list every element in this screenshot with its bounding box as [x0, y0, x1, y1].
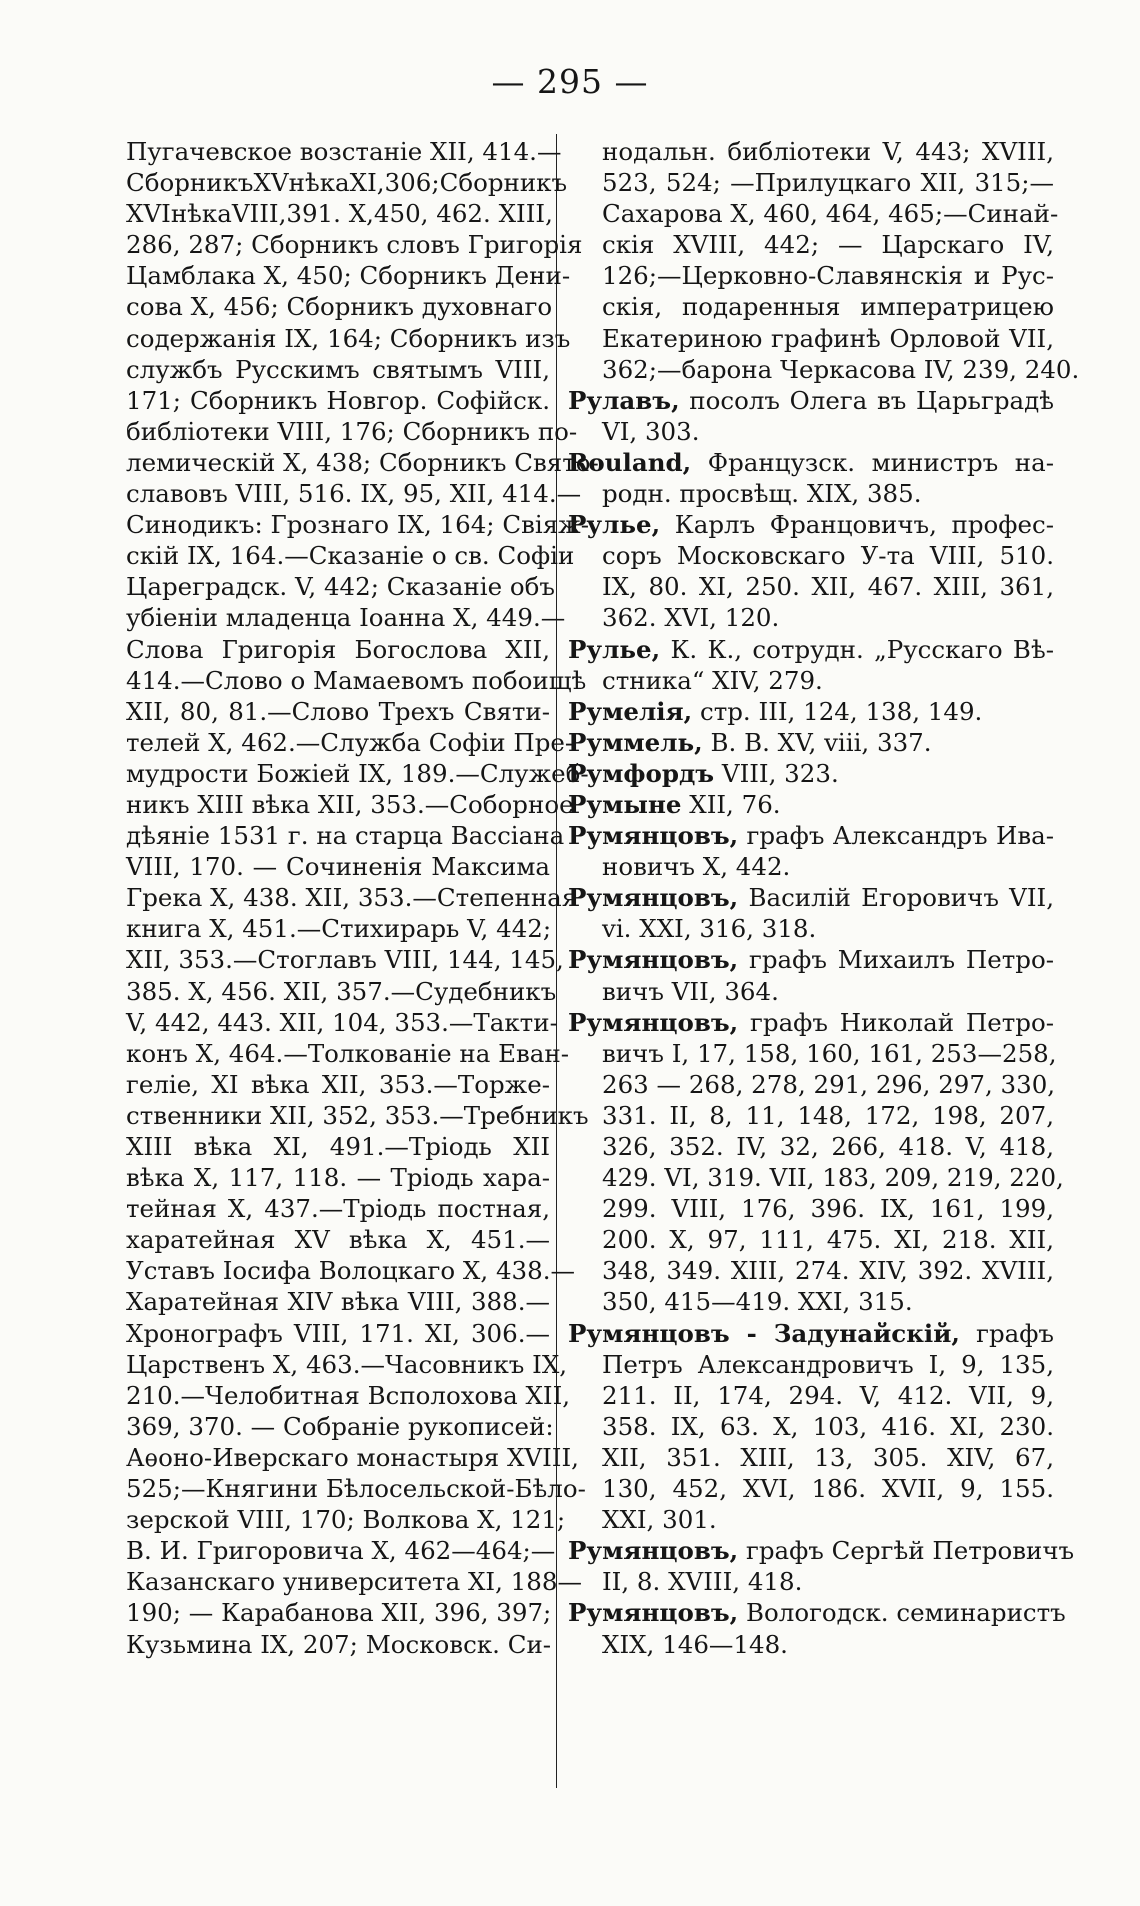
index-entry	[568, 820, 1054, 851]
text-line	[568, 1255, 1054, 1286]
text-line: дѣяніе 1531 г. на старца Вассіана	[126, 821, 565, 851]
entry-headword: Румянцовъ - Задунайскій,	[568, 1318, 960, 1348]
text-line: тейная X, 437.—Тріодь постная,	[126, 1194, 550, 1224]
text-line: В. И. Григоровича X, 462—464;—	[126, 1536, 556, 1566]
entry-headword: Рулье,	[568, 510, 661, 540]
text-line	[568, 976, 1054, 1007]
entry-text: 362. XVI, 120.	[602, 603, 780, 633]
text-line: Царственъ X, 463.—Часовникъ IX,	[126, 1349, 568, 1379]
entry-text: Карлъ Францовичъ, профес-	[660, 510, 1054, 540]
entry-text: VIII, 323.	[714, 758, 839, 788]
entry-headword: Румянцовъ,	[568, 1007, 739, 1037]
entry-text: стника“ XIV, 279.	[602, 665, 823, 695]
text-line	[568, 1411, 1054, 1442]
text-line: VIII, 170. — Сочиненія Максима	[126, 852, 550, 882]
left-column	[126, 136, 599, 1660]
entry-text: стр. III, 124, 138, 149.	[692, 696, 983, 726]
text-line: содержанія IX, 164; Сборникъ изъ	[126, 323, 571, 353]
text-line	[568, 602, 1054, 633]
text-line	[568, 323, 1054, 354]
text-line: славовъ VIII, 516. IX, 95, XII, 414.—	[126, 479, 582, 509]
text-line: вѣка X, 117, 118. — Тріодь хара-	[126, 1163, 550, 1193]
text-line: XII, 80, 81.—Слово Трехъ Святи-	[126, 696, 550, 726]
text-line: телей X, 462.—Служба Софіи Пре-	[126, 727, 574, 757]
entry-text: вичъ I, 17, 158, 160, 161, 253—258,	[602, 1038, 1057, 1068]
entry-text: 331. II, 8, 11, 148, 172, 198, 207,	[602, 1100, 1054, 1130]
index-entry	[568, 696, 1054, 727]
text-line: 369, 370. — Собраніе рукописей:	[126, 1411, 554, 1441]
text-line: библіотеки VIII, 176; Сборникъ по-	[126, 416, 578, 446]
entry-headword: Румянцовъ,	[568, 883, 739, 913]
text-line: 171; Сборникъ Новгор. Софійск.	[126, 385, 550, 415]
text-line	[568, 198, 1059, 229]
entry-headword: Румыне	[568, 789, 682, 819]
index-entry	[568, 447, 1054, 478]
entry-text: графъ Александръ Ива-	[738, 821, 1054, 851]
text-line	[568, 354, 1080, 385]
text-line: зерской VIII, 170; Волкова X, 121;	[126, 1505, 566, 1535]
text-line: XIII вѣка XI, 491.—Тріодь XII	[126, 1132, 550, 1161]
entry-headword: Руммель,	[568, 727, 703, 757]
text-line: Цареградск. V, 442; Сказаніе объ	[126, 572, 555, 602]
entry-text: XII, 76.	[681, 789, 781, 819]
entry-headword: Румфордъ	[568, 758, 715, 788]
entry-headword: Румянцовъ,	[568, 821, 739, 851]
entry-text: В. В. XV, viii, 337.	[702, 727, 932, 757]
index-entry	[568, 634, 1054, 665]
entry-text: VI, 303.	[602, 416, 700, 446]
text-line	[568, 1038, 1057, 1069]
text-line	[568, 1286, 1054, 1317]
text-line	[568, 416, 1054, 447]
index-entry	[568, 882, 1054, 913]
entry-text: графъ	[959, 1318, 1055, 1348]
text-line: Синодикъ: Грознаго IX, 164; Свіяж-	[126, 510, 589, 540]
entry-text: 429. VI, 319. VII, 183, 209, 219, 220,	[602, 1163, 1064, 1193]
entry-text: нодальн. библіотеки V, 443; XVIII,	[602, 137, 1054, 166]
text-line: XII, 353.—Стоглавъ VIII, 144, 145,	[126, 945, 564, 975]
text-line	[568, 1162, 1064, 1193]
entry-text: 299. VIII, 176, 396. IX, 161, 199,	[602, 1194, 1054, 1224]
entry-text: 211. II, 174, 294. V, 412. VII, 9,	[602, 1380, 1054, 1410]
entry-text: посолъ Олега въ Царьградѣ	[679, 385, 1054, 415]
entry-text: 200. X, 97, 111, 475. XI, 218. XII,	[602, 1225, 1054, 1255]
text-line	[568, 291, 1054, 322]
entry-headword: Румянцовъ,	[568, 945, 739, 975]
text-line: скій IX, 164.—Сказаніе о св. Софіи	[126, 541, 575, 571]
text-line	[568, 540, 1054, 571]
text-line	[568, 1131, 1054, 1162]
entry-headword: Румянцовъ,	[568, 1598, 739, 1628]
text-line: сова X, 456; Сборникъ духовнаго	[126, 292, 553, 322]
text-line: СборникъXVнѣкаXI,306;Сборникъ	[126, 168, 568, 198]
entry-text: Сахарова X, 460, 464, 465;—Синай-	[602, 199, 1059, 229]
text-line: Цамблака X, 450; Сборникъ Дени-	[126, 261, 571, 291]
text-line: 286, 287; Сборникъ словъ Григорія	[126, 230, 583, 260]
entry-text: Екатериною графинѣ Орловой VII,	[602, 323, 1054, 353]
text-line: службъ Русскимъ святымъ VIII,	[126, 354, 550, 384]
entry-headword: Румелія,	[568, 696, 693, 726]
text-line	[568, 260, 1054, 291]
text-line	[568, 1193, 1054, 1224]
text-line: 190; — Карабанова XII, 396, 397;	[126, 1598, 552, 1628]
text-line	[568, 665, 1054, 696]
text-line: 385. X, 456. XII, 357.—Судебникъ	[126, 976, 557, 1006]
entry-text: 358. IX, 63. X, 103, 416. XI, 230.	[602, 1411, 1054, 1441]
text-line: убіеніи младенца Іоанна X, 449.—	[126, 603, 566, 633]
entry-text: Василій Егоровичъ VII,	[738, 883, 1054, 913]
entry-text: 263 — 268, 278, 291, 296, 297, 330,	[602, 1069, 1056, 1099]
text-line: 414.—Слово о Мамаевомъ побоищѣ	[126, 665, 587, 695]
text-line	[568, 1629, 1054, 1660]
entry-text: IX, 80. XI, 250. XII, 467. XIII, 361,	[602, 572, 1054, 602]
text-line: 525;—Княгини Бѣлосельской-Бѣло-	[126, 1474, 586, 1504]
index-entry	[568, 385, 1054, 416]
text-line: ственники XII, 352, 353.—Требникъ	[126, 1100, 589, 1130]
text-line	[568, 478, 1054, 509]
entry-text: Французск. министръ на-	[691, 447, 1054, 477]
index-entry	[568, 1597, 1066, 1628]
entry-text: 523, 524; —Прилуцкаго XII, 315;—	[602, 168, 1054, 198]
text-line	[568, 913, 1054, 944]
page-number: — 295 —	[491, 62, 649, 101]
entry-text: графъ Михаилъ Петро-	[738, 945, 1054, 975]
entry-text: II, 8. XVIII, 418.	[602, 1567, 803, 1597]
text-line: V, 442, 443. XII, 104, 353.—Такти-	[126, 1007, 558, 1037]
entry-text: соръ Московскаго У-та VIII, 510.	[602, 541, 1054, 571]
entry-text: vi. XXI, 316, 318.	[602, 914, 817, 944]
entry-headword: Рулье,	[568, 634, 661, 664]
text-line	[568, 167, 1054, 198]
text-line	[568, 1100, 1054, 1131]
text-line	[568, 229, 1054, 260]
entry-text: 348, 349. XIII, 274. XIV, 392. XVIII,	[602, 1256, 1054, 1286]
text-line: конъ X, 464.—Толкованіе на Еван-	[126, 1038, 570, 1068]
text-line	[568, 1349, 1054, 1380]
entry-text: 130, 452, XVI, 186. XVII, 9, 155.	[602, 1474, 1054, 1504]
text-line: геліе, XI вѣка XII, 353.—Торже-	[126, 1069, 550, 1099]
text-line: Харатейная XIV вѣка VIII, 388.—	[126, 1287, 550, 1317]
text-line: Аѳоно-Иверскаго монастыря XVIII,	[126, 1442, 579, 1472]
index-entry	[568, 1535, 1075, 1566]
text-line: Слова Григорія Богослова XII,	[126, 634, 550, 664]
entry-text: 126;—Церковно-Славянскія и Рус-	[602, 261, 1054, 291]
text-line	[568, 1442, 1054, 1473]
index-entry	[568, 1318, 1054, 1349]
entry-text: вичъ VII, 364.	[602, 976, 779, 1006]
entry-text: графъ Сергѣй Петровичъ	[738, 1536, 1075, 1566]
index-entry	[568, 509, 1054, 540]
index-entry	[568, 944, 1054, 975]
text-line: Уставъ Іосифа Волоцкаго X, 438.—	[126, 1256, 575, 1286]
entry-text: родн. просвѣщ. XIX, 385.	[602, 479, 922, 509]
text-line: Кузьмина IX, 207; Московск. Си-	[126, 1629, 552, 1659]
entry-text: 362;—барона Черкасова IV, 239, 240.	[602, 354, 1080, 384]
entry-text: XII, 351. XIII, 13, 305. XIV, 67,	[602, 1442, 1054, 1472]
entry-text: К. К., сотрудн. „Русскаго Вѣ-	[660, 634, 1054, 664]
entry-text: скія, подаренныя императрицею	[602, 292, 1054, 322]
text-line	[568, 1380, 1054, 1411]
index-entry	[568, 758, 1054, 789]
entry-headword: Румянцовъ,	[568, 1536, 739, 1566]
text-line	[568, 1473, 1054, 1504]
entry-headword: Rouland,	[568, 447, 692, 477]
text-line	[568, 136, 1054, 167]
text-line: лемическій X, 438; Сборникъ Свято-	[126, 447, 599, 477]
entry-text: скія XVIII, 442; — Царскаго IV,	[602, 230, 1054, 260]
entry-text: новичъ X, 442.	[602, 852, 791, 882]
text-line: Грека X, 438. XII, 353.—Степенная	[126, 883, 578, 913]
text-line: книга X, 451.—Стихирарь V, 442;	[126, 914, 552, 944]
entry-text: XXI, 301.	[602, 1505, 717, 1535]
text-line: Пугачевское возстаніе XII, 414.—	[126, 137, 562, 166]
entry-headword: Рулавъ,	[568, 385, 680, 415]
entry-text: XIX, 146—148.	[602, 1629, 788, 1659]
text-line	[568, 1566, 1054, 1597]
index-entry	[568, 1007, 1054, 1038]
entry-text: Петръ Александровичъ I, 9, 135,	[602, 1349, 1054, 1379]
text-line: XVIнѣкаVIII,391. X,450, 462. XIII,	[126, 199, 553, 229]
text-line: Казанскаго университета XI, 188—	[126, 1567, 582, 1597]
text-line: харатейная XV вѣка X, 451.—	[126, 1225, 550, 1255]
text-line	[568, 1504, 1054, 1535]
index-entry	[568, 727, 1054, 758]
text-line: Хронографъ VIII, 171. XI, 306.—	[126, 1318, 550, 1348]
text-line	[568, 1224, 1054, 1255]
right-column	[568, 136, 1080, 1660]
entry-text: 350, 415—419. XXI, 315.	[602, 1287, 913, 1317]
index-entry	[568, 789, 1054, 820]
text-line	[568, 851, 1054, 882]
entry-text: 326, 352. IV, 32, 266, 418. V, 418,	[602, 1132, 1054, 1161]
entry-text: графъ Николай Петро-	[738, 1007, 1054, 1037]
entry-text: Вологодск. семинаристъ	[738, 1598, 1066, 1628]
text-line: мудрости Божіей IX, 189.—Служеб-	[126, 758, 589, 788]
text-line	[568, 1069, 1054, 1100]
text-line: никъ XIII вѣка XII, 353.—Соборное	[126, 789, 574, 819]
text-line: 210.—Челобитная Всполохова XII,	[126, 1380, 571, 1410]
text-line	[568, 571, 1054, 602]
